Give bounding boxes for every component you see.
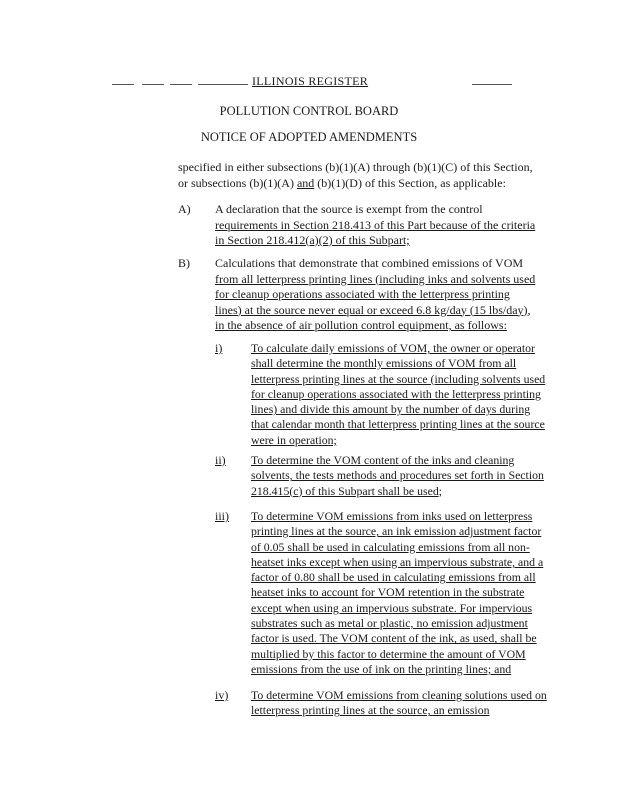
- item-a-line: requirements in Section 218.413 of this Part because of the criteria: [215, 217, 536, 232]
- subitem-label-i: i): [215, 341, 223, 355]
- subitem-label-iii: iii): [215, 509, 229, 523]
- header-dash: [170, 84, 192, 85]
- subitem-label-ii: ii): [215, 453, 226, 467]
- intro-line-2c: (b)(1)(D) of this Section, as applicable:: [314, 175, 506, 190]
- board-name: POLLUTION CONTROL BOARD: [219, 104, 399, 118]
- header-dash: [142, 84, 164, 85]
- intro-and: and: [296, 175, 315, 190]
- item-b-line: in the absence of air pollution control equipment, as follows:: [215, 318, 507, 332]
- item-b-line: Calculations that demonstrate that combined emissions of VOM: [215, 256, 524, 270]
- subitem-i-text: To calculate daily emissions of VOM, the owner or operator shall determine the monthly emissions of VOM from all letterpress printing lines at the source (including solvents used for cleanup operations associated with the letterpress printing lines) and divide this amount by the number of days during that calendar month that letterpress printing lines at the source were in operation;: [251, 341, 546, 447]
- item-label-b: B): [178, 256, 190, 270]
- intro-paragraph: [178, 160, 558, 191]
- item-b-text: [215, 256, 555, 334]
- notice-heading: NOTICE OF ADOPTED AMENDMENTS: [200, 130, 418, 144]
- item-label-a: A): [178, 202, 191, 216]
- header-dash: [112, 84, 134, 85]
- header-dash: [198, 84, 248, 85]
- item-b-line: for cleanup operations associated with the letterpress printing: [215, 287, 510, 301]
- subitem-label-iv: iv): [215, 688, 229, 702]
- intro-line-1: specified in either subsections (b)(1)(A) through (b)(1)(C) of this Section,: [178, 160, 533, 174]
- item-a-text: [215, 202, 555, 249]
- item-a-line: in Section 218.412(a)(2) of this Subpart;: [215, 233, 410, 247]
- item-b-line: from all letterpress printing lines (including inks and solvents used: [215, 271, 536, 286]
- intro-line-2a: or subsections (b)(1)(A): [178, 175, 297, 190]
- register-title: ILLINOIS REGISTER: [252, 74, 369, 88]
- header-dash: [472, 84, 512, 85]
- item-a-line: A declaration that the source is exempt from the control: [215, 202, 483, 216]
- intro-line-2: [178, 176, 558, 192]
- subitem-ii-text: To determine the VOM content of the inks and cleaning solvents, the tests methods and procedures set forth in Section 218.415(c) of this Subpart shall be used;: [251, 453, 544, 498]
- subitem-iii-text: To determine VOM emissions from inks used on letterpress printing lines at the source, an ink emission adjustment factor of 0.05 shall be used in calculating emissions from all non-heatset inks except when using an impervious substrate, and a factor of 0.80 shall be used in calculating emissions from all heatset inks to account for VOM retention in the substrate except when using an impervious substrate. For impervious substrates such as metal or plastic, no emission adjustment factor is used. The VOM content of the ink, as used, shall be multiplied by this factor to determine the amount of VOM emissions from the use of ink on the printing lines; and: [251, 509, 544, 676]
- subitem-iv-text: To determine VOM emissions from cleaning solutions used on letterpress printing lines at the source, an emission: [251, 688, 547, 718]
- item-b-line: lines) at the source never equal or exceed 6.8 kg/day (15 lbs/day),: [215, 302, 531, 317]
